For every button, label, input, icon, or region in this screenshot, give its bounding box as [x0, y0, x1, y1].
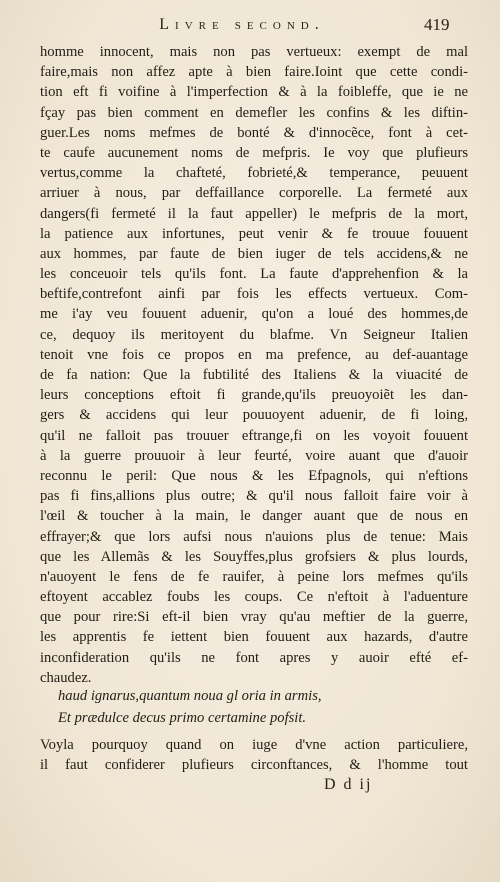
text-line: chaudez. [40, 669, 92, 686]
running-head: Livre second. [159, 16, 325, 33]
page-number: 419 [424, 15, 450, 34]
text-line: inconfideration qu'ils ne font apres y auoir efté ef- [40, 649, 468, 666]
text-line: tenoit vne fois ce propos en ma prefence, au def-auantage [40, 346, 468, 363]
text-line: fçay pas bien comment en demefler les confins & les diftin- [40, 104, 468, 121]
text-line: eftoyent accablez foubs les coups. Ce n'eftoit à l'aduenture [40, 589, 468, 606]
text-line: beftife,contrefont ainfi par fois les effects vertueux. Com- [40, 286, 468, 303]
text-line: guer.Les noms mefmes de bonté & d'innocẽce, font à cet- [40, 124, 468, 141]
text-line: me i'ay veu fouuent aduenir, qu'on a loué des hommes,de [40, 306, 468, 323]
verse-line: haud ignarus,quantum noua gl oria in armis, [58, 688, 322, 704]
text-line: vertus,comme la chafteté, fobrieté,& temperance, peuuent [40, 165, 468, 182]
text-line: l'œil & toucher à la main, le danger auant que de nous en [40, 508, 468, 525]
text-line: n'auoyent le fens de fe rauifer, à peine lors mefmes qu'ils [40, 568, 468, 585]
text-line: gers & accidens qui leur pouuoyent aduenir, de fi loing, [40, 407, 468, 424]
text-line: il faut confiderer plufieurs circonftances, & l'homme tout [40, 757, 468, 774]
text-line: qu'il ne falloit pas trouuer eftrange,fi on les voyoit fouuent [40, 427, 468, 444]
text-line: effrayer;& que lors aufsi nous n'auions plus de tenue: Mais [40, 528, 468, 545]
signature-mark: D d ij [324, 776, 373, 793]
page-header [0, 14, 500, 38]
text-line: la patience aux infortunes, peut venir & fe trouue fouuent [40, 225, 468, 242]
text-line: te caufe aucunement noms de mefpris. Ie voy que plufieurs [40, 144, 468, 161]
text-line: reconnu le peril: Que nous & les Efpagnols, qui n'eftions [40, 467, 468, 484]
text-line: aux hommes, par faute de bien iuger de tels accidens,& ne [40, 245, 468, 262]
text-line: pas fi fins,allions plus outre; & qu'il nous falloit faire voir à [40, 488, 468, 505]
main-text-block [40, 42, 468, 688]
text-line: tion eft fi voifine à l'imperfection & à la foibleffe, que ie ne [40, 84, 468, 101]
text-line: à la guerre prouuoir à leur feurté, voire auant que d'auoir [40, 447, 468, 464]
text-line: les apprentis fe iettent bien fouuent aux hazards, d'autre [40, 629, 468, 646]
text-line: que les Allemãs & les Souyffes,plus grofsiers & plus lourds, [40, 548, 468, 565]
text-line: les conceuoir tels qu'ils font. La faute d'apprehenfion & la [40, 266, 468, 283]
text-line: faire,mais non affez apte à bien faire.Ioint que cette condi- [40, 64, 468, 81]
text-line: ce, dequoy ils meritoyent du blafme. Vn Seigneur Italien [40, 326, 468, 343]
text-line: Voyla pourquoy quand on iuge d'vne action particuliere, [40, 737, 468, 753]
continuation-text-block [40, 735, 468, 775]
latin-verse-quote [58, 685, 458, 729]
text-line: de fa nation: Que la fubtilité des Italiens & la viuacité de [40, 367, 468, 383]
text-line: homme innocent, mais non pas vertueux: exempt de mal [40, 44, 468, 60]
text-line: leurs conceptions eftoit fi grande,qu'ils preuoyoiẽt les dan- [40, 387, 468, 404]
text-line: arriuer à nous, par deffaillance corporelle. La fermeté aux [40, 185, 468, 202]
verse-line: Et prædulce decus primo certamine pofsit. [58, 710, 307, 726]
text-line: que pour rire:Si eft-il bien vray qu'au meftier de la guerre, [40, 609, 468, 626]
text-line: dangers(fi fermeté il la faut appeller) le mefpris de la mort, [40, 205, 468, 222]
